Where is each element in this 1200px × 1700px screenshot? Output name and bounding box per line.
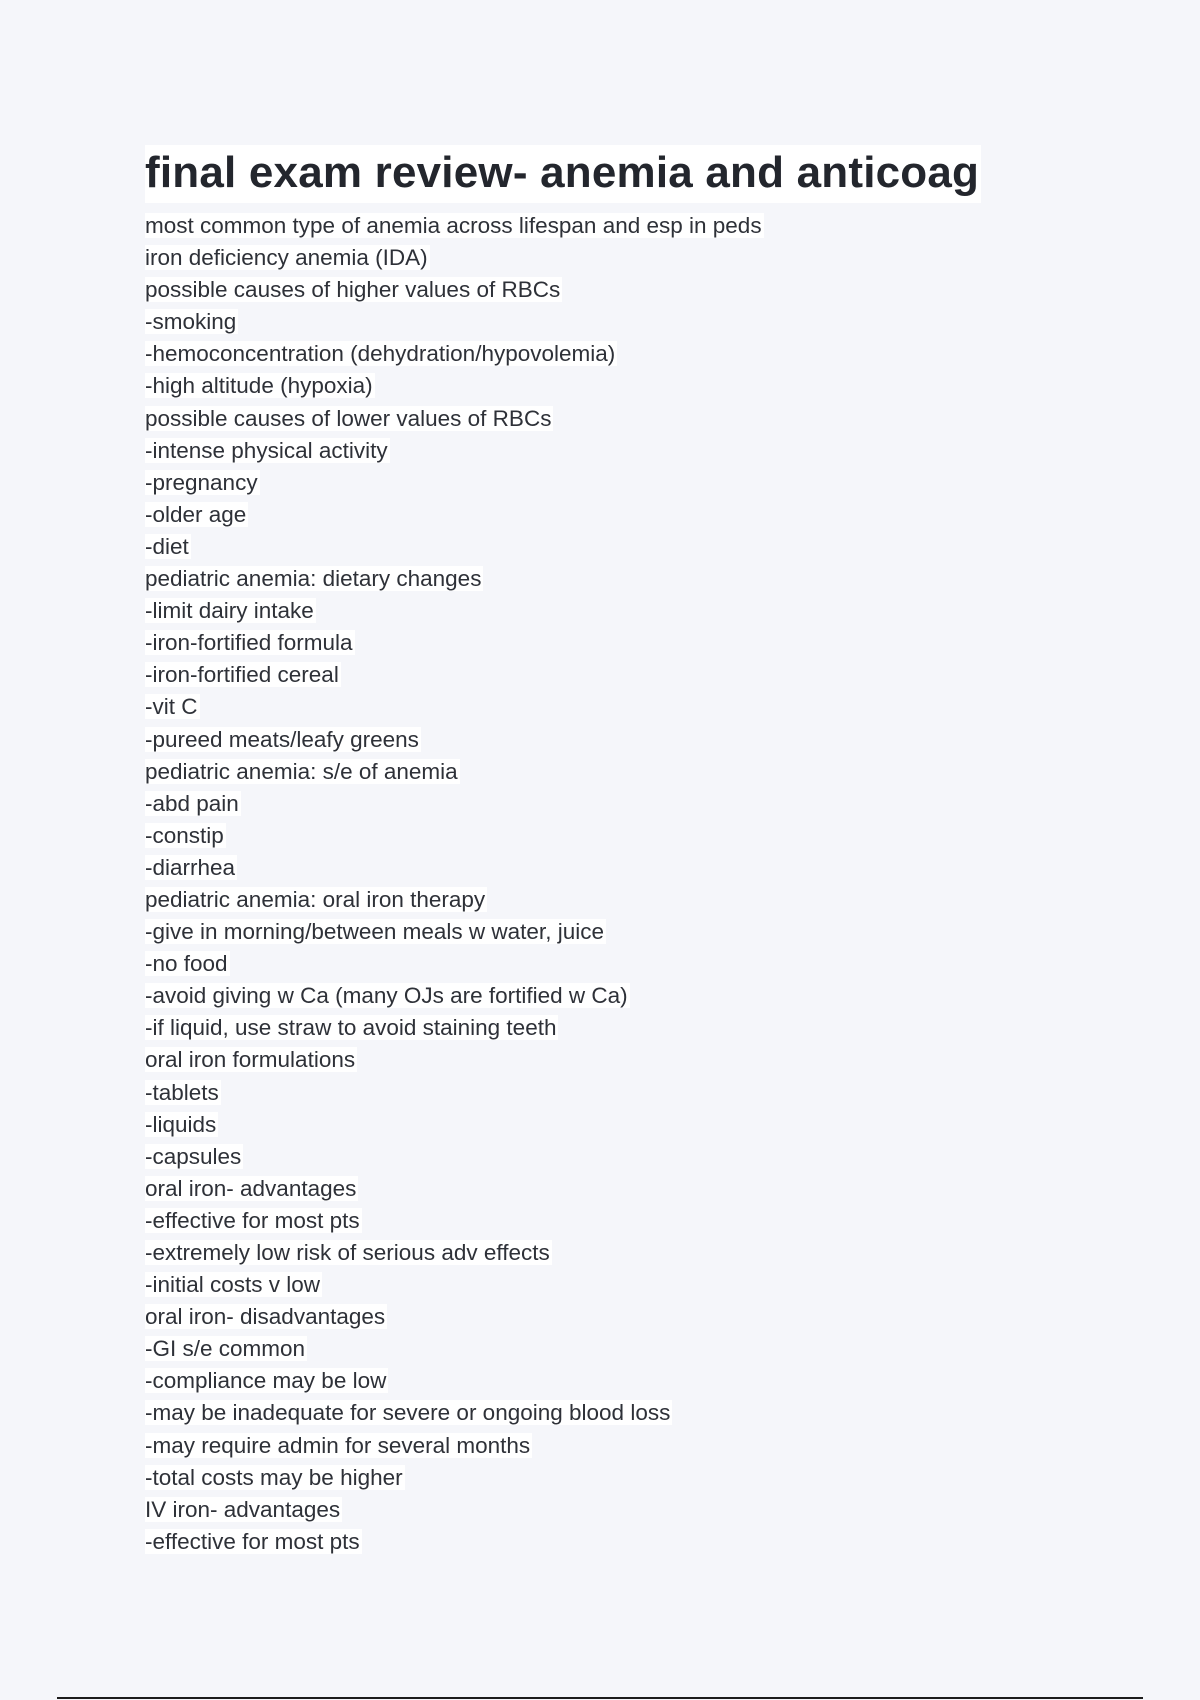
note-line	[145, 1237, 1095, 1269]
note-line	[145, 1301, 1095, 1333]
note-line-text: -give in morning/between meals w water, juice	[145, 919, 604, 945]
document-content	[145, 145, 1095, 1558]
note-line	[145, 403, 1095, 435]
note-line-text: -capsules	[145, 1143, 242, 1169]
note-line-text: iron deficiency anemia (IDA)	[145, 245, 428, 271]
note-line-text: -effective for most pts	[145, 1528, 360, 1554]
note-line-text: -may be inadequate for severe or ongoing blood loss	[145, 1400, 671, 1426]
note-line	[145, 1044, 1095, 1076]
note-line	[145, 852, 1095, 884]
note-line-text: -liquids	[145, 1111, 217, 1137]
note-line-text: pediatric anemia: s/e of anemia	[145, 758, 458, 784]
note-line-text: -limit dairy intake	[145, 598, 314, 624]
note-line	[145, 242, 1095, 274]
note-line-text: oral iron- advantages	[145, 1175, 357, 1201]
note-line-text: -intense physical activity	[145, 437, 388, 463]
note-line	[145, 1012, 1095, 1044]
note-line	[145, 1077, 1095, 1109]
note-line	[145, 756, 1095, 788]
note-line	[145, 1526, 1095, 1558]
note-line	[145, 531, 1095, 563]
note-line	[145, 627, 1095, 659]
note-line	[145, 1494, 1095, 1526]
note-line-text: -abd pain	[145, 790, 239, 816]
note-line	[145, 563, 1095, 595]
notes-list	[145, 210, 1095, 1558]
note-line	[145, 595, 1095, 627]
note-line-text: -extremely low risk of serious adv effects	[145, 1240, 550, 1265]
note-line	[145, 980, 1095, 1012]
note-line	[145, 1430, 1095, 1462]
note-line-text: -avoid giving w Ca (many OJs are fortified w Ca)	[145, 983, 628, 1009]
note-line	[145, 1397, 1095, 1429]
note-line-text: -pregnancy	[145, 469, 258, 495]
note-line-text: -high altitude (hypoxia)	[145, 373, 373, 399]
note-line	[145, 1141, 1095, 1173]
note-line	[145, 724, 1095, 756]
note-line	[145, 370, 1095, 402]
note-line-text: -iron-fortified cereal	[145, 662, 339, 688]
note-line-text: -if liquid, use straw to avoid staining teeth	[145, 1015, 557, 1041]
note-line	[145, 1462, 1095, 1494]
note-line-text: -vit C	[145, 694, 198, 720]
note-line-text: -effective for most pts	[145, 1207, 360, 1233]
note-line	[145, 788, 1095, 820]
note-line	[145, 467, 1095, 499]
note-line-text: -diet	[145, 533, 189, 559]
note-line	[145, 306, 1095, 338]
note-line-text: possible causes of lower values of RBCs	[145, 405, 552, 431]
bottom-divider	[57, 1697, 1143, 1699]
note-line-text: -tablets	[145, 1079, 219, 1105]
note-line	[145, 210, 1095, 242]
note-line-text: -pureed meats/leafy greens	[145, 726, 419, 752]
note-line-text: pediatric anemia: dietary changes	[145, 566, 482, 592]
note-line-text: oral iron- disadvantages	[145, 1304, 386, 1330]
note-line	[145, 948, 1095, 980]
note-line	[145, 916, 1095, 948]
note-line-text: -smoking	[145, 309, 237, 335]
note-line	[145, 691, 1095, 723]
note-line-text: oral iron formulations	[145, 1047, 356, 1073]
note-line-text: -iron-fortified formula	[145, 630, 353, 656]
note-line-text: -diarrhea	[145, 854, 236, 880]
note-line-text: -may require admin for several months	[145, 1432, 531, 1458]
note-line	[145, 659, 1095, 691]
note-line-text: -older age	[145, 501, 247, 527]
note-line	[145, 1205, 1095, 1237]
note-line-text: -initial costs v low	[145, 1272, 321, 1298]
note-line-text: possible causes of higher values of RBCs	[145, 277, 561, 303]
note-line	[145, 1109, 1095, 1141]
note-line	[145, 499, 1095, 531]
note-line-text: -compliance may be low	[145, 1368, 387, 1394]
document-title: final exam review- anemia and anticoag	[145, 145, 981, 203]
note-line	[145, 338, 1095, 370]
note-line-text: -hemoconcentration (dehydration/hypovolemia)	[145, 341, 616, 367]
note-line-text: pediatric anemia: oral iron therapy	[145, 886, 486, 912]
note-line	[145, 1365, 1095, 1397]
note-line	[145, 884, 1095, 916]
note-line-text: most common type of anemia across lifespan and esp in peds	[145, 213, 762, 238]
note-line	[145, 1173, 1095, 1205]
note-line	[145, 274, 1095, 306]
note-line-text: -total costs may be higher	[145, 1464, 403, 1490]
note-line-text: -no food	[145, 951, 228, 977]
note-line-text: IV iron- advantages	[145, 1496, 341, 1522]
note-line	[145, 1333, 1095, 1365]
note-line	[145, 1269, 1095, 1301]
note-line	[145, 435, 1095, 467]
note-line-text: -GI s/e common	[145, 1336, 306, 1362]
note-line	[145, 820, 1095, 852]
note-line-text: -constip	[145, 822, 224, 848]
